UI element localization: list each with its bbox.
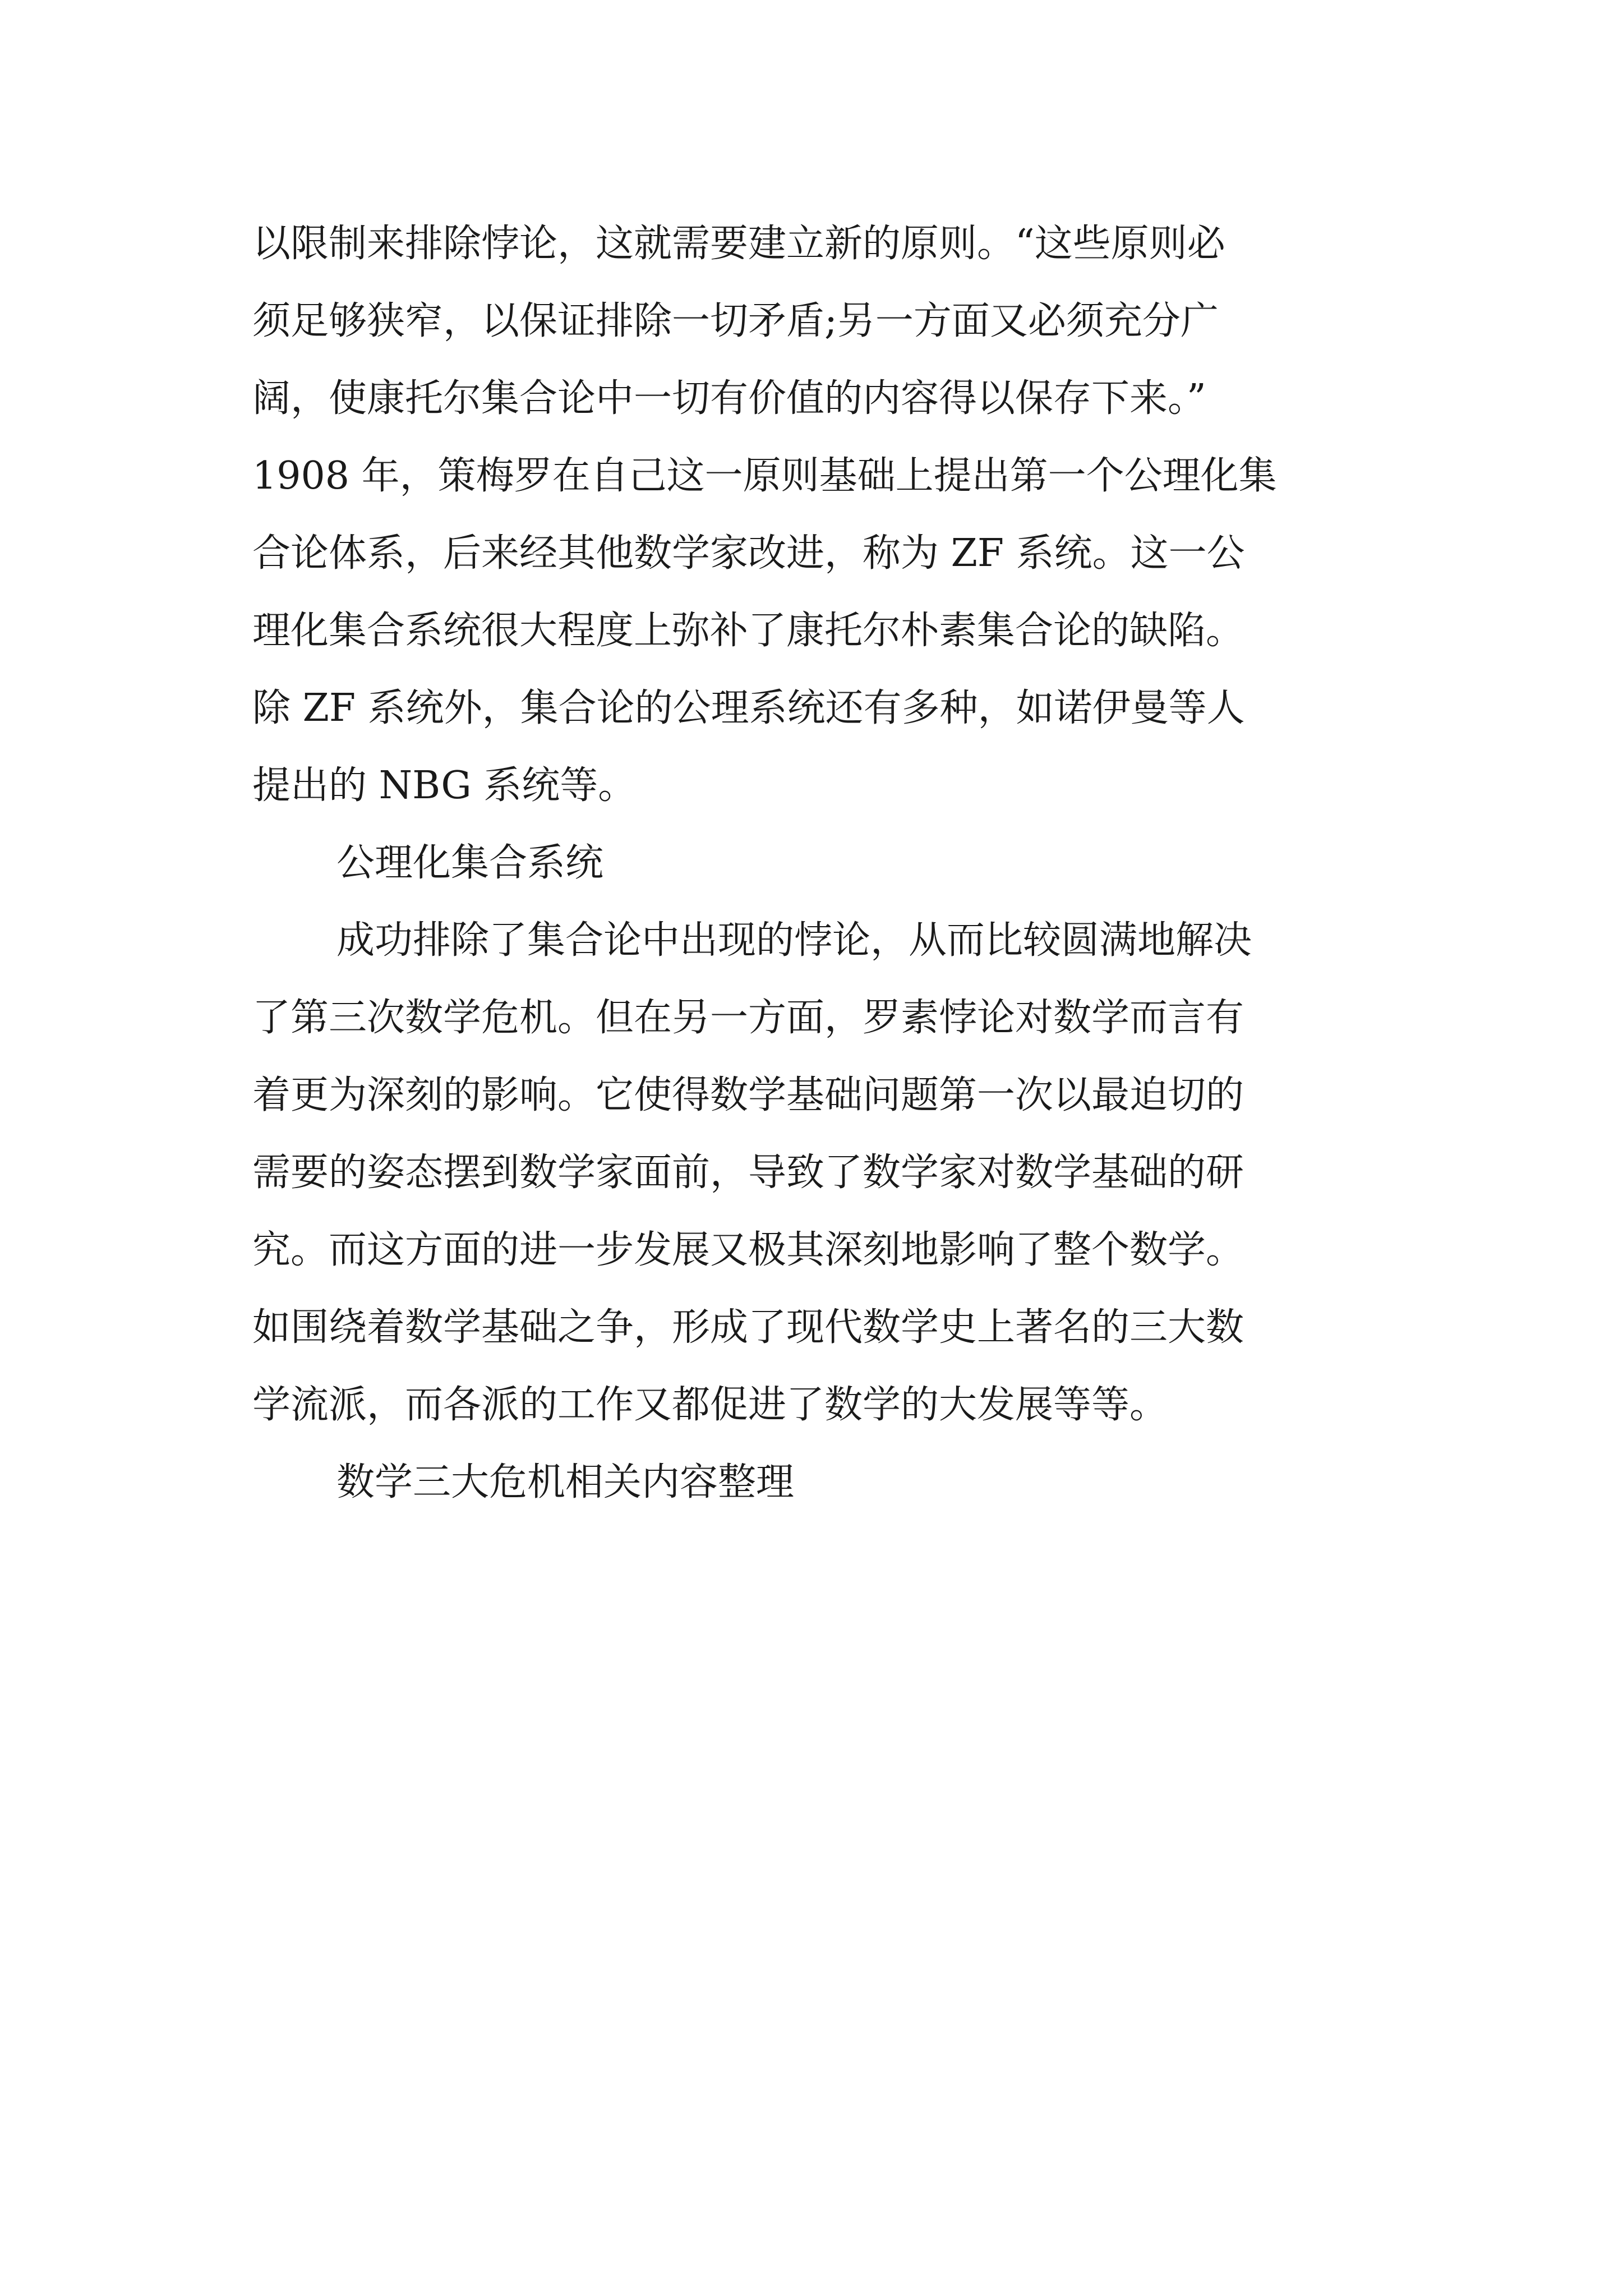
text-line: 阔，使康托尔集合论中一切有价值的内容得以保存下来。” [252,376,1206,421]
text-line: 着更为深刻的影响。它使得数学基础问题第一次以最迫切的 [252,1073,1244,1117]
text-line: 合论体系，后来经其他数学家改进，称为 ZF 系统。这一公 [252,531,1245,576]
section-heading: 公理化集合系统 [336,841,604,885]
text-line: 提出的 NBG 系统等。 [252,763,637,808]
paragraph-first-line: 成功排除了集合论中出现的悖论，从而比较圆满地解决 [336,918,1252,963]
text-line: 需要的姿态摆到数学家面前，导致了数学家对数学基础的研 [252,1151,1244,1195]
closing-heading: 数学三大危机相关内容整理 [336,1460,795,1504]
text-line: 了第三次数学危机。但在另一方面，罗素悖论对数学而言有 [252,996,1244,1040]
text-line: 理化集合系统很大程度上弥补了康托尔朴素集合论的缺陷。 [252,609,1244,653]
text-line: 以限制来排除悖论，这就需要建立新的原则。“这些原则必 [252,222,1225,266]
text-line: 1908 年，策梅罗在自己这一原则基础上提出第一个公理化集 [252,454,1277,498]
text-line: 学流派，而各派的工作又都促进了数学的大发展等等。 [252,1383,1168,1427]
text-line: 须足够狭窄，以保证排除一切矛盾;另一方面又必须充分广 [252,299,1219,343]
text-line: 除 ZF 系统外，集合论的公理系统还有多种，如诺伊曼等人 [252,686,1245,730]
text-line: 如围绕着数学基础之争，形成了现代数学史上著名的三大数 [252,1305,1244,1350]
text-line: 究。而这方面的进一步发展又极其深刻地影响了整个数学。 [252,1228,1244,1272]
